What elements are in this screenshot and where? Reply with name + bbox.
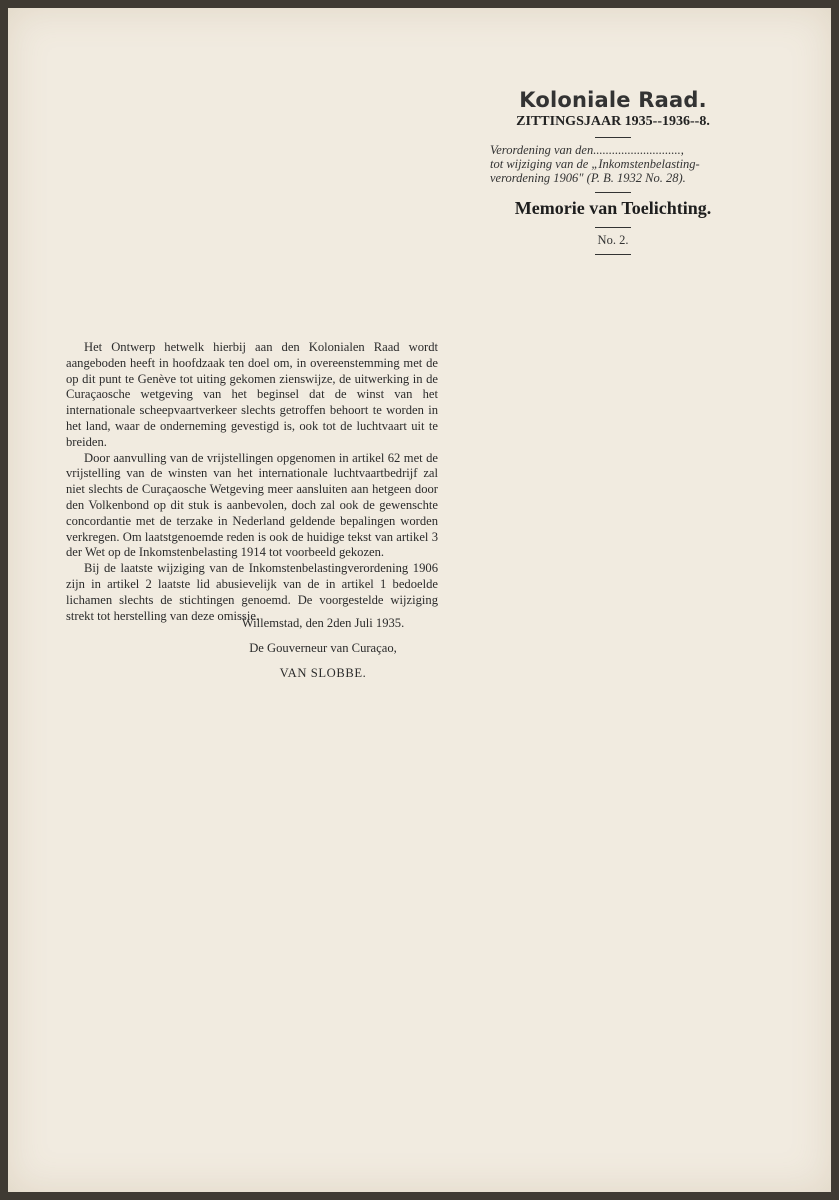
document-header	[478, 88, 748, 260]
place-date: Willemstad, den 2den Juli 1935.	[241, 616, 405, 630]
session-year: ZITTINGSJAAR 1935--1936--8.	[516, 114, 710, 129]
body-paragraph: Door aanvulling van de vrijstellingen opgenomen in artikel 62 met de vrijstelling van de winsten van het internationale luchtvaartbedrijf zal niet slechts de Curaçaosche Wetgeving meer aansluiten aan hetgeen door den Volkenbond op dit stuk is aanbevolen, doch zal ook de gewenschte concordantie met de terzake in Nederland geldende bepalingen worden verkregen. Om laatstgenoemde reden is ook de huidige tekst van artikel 3 der Wet op de Inkomstenbelasting 1914 tot voorbeeld gekozen.	[66, 450, 438, 560]
body-paragraph: Bij de laatste wijziging van de Inkomstenbelastingverordening 1906 zijn in artikel 2 laatste lid abusievelijk van de in artikel 1 bedoelde lichamen slechts de stichtingen genoemd. De voorgestelde wijziging strekt tot herstelling van deze omissie.	[66, 561, 438, 623]
memorie-heading: Memorie van Toelichting.	[514, 198, 712, 218]
body-paragraph: Het Ontwerp hetwelk hierbij aan den Kolonialen Raad wordt aangeboden heeft in hoofdzaak ten doel om, in overeenstemming met de op dit punt te Genève tot uiting gekomen zienswijze, de uitwerking in de Curaçaosche wetgeving van het beginsel dat de winst van het internationale scheepvaartverkeer slechts getroffen behoort te worden in het land, waar de onderneming gevestigd is, ook tot de luchtvaart uit te breiden.	[66, 340, 438, 449]
ordinance-line-1: Verordening van den............................,	[490, 143, 684, 157]
header-divider	[595, 227, 631, 228]
document-number: No. 2.	[597, 233, 629, 247]
signatory-office: De Gouverneur van Curaçao,	[249, 641, 397, 655]
council-title: Koloniale Raad.	[519, 88, 707, 112]
ordinance-line-3: verordening 1906" (P. B. 1932 No. 28).	[490, 171, 686, 185]
header-divider	[595, 137, 631, 138]
header-divider	[595, 192, 631, 193]
signatory-name: VAN SLOBBE.	[279, 666, 367, 680]
header-divider	[595, 254, 631, 255]
document-page	[8, 8, 831, 1192]
memorandum-body	[66, 340, 438, 624]
ordinance-line-2: tot wijziging van de „Inkomstenbelasting-	[490, 157, 700, 171]
ordinance-description	[478, 143, 748, 185]
